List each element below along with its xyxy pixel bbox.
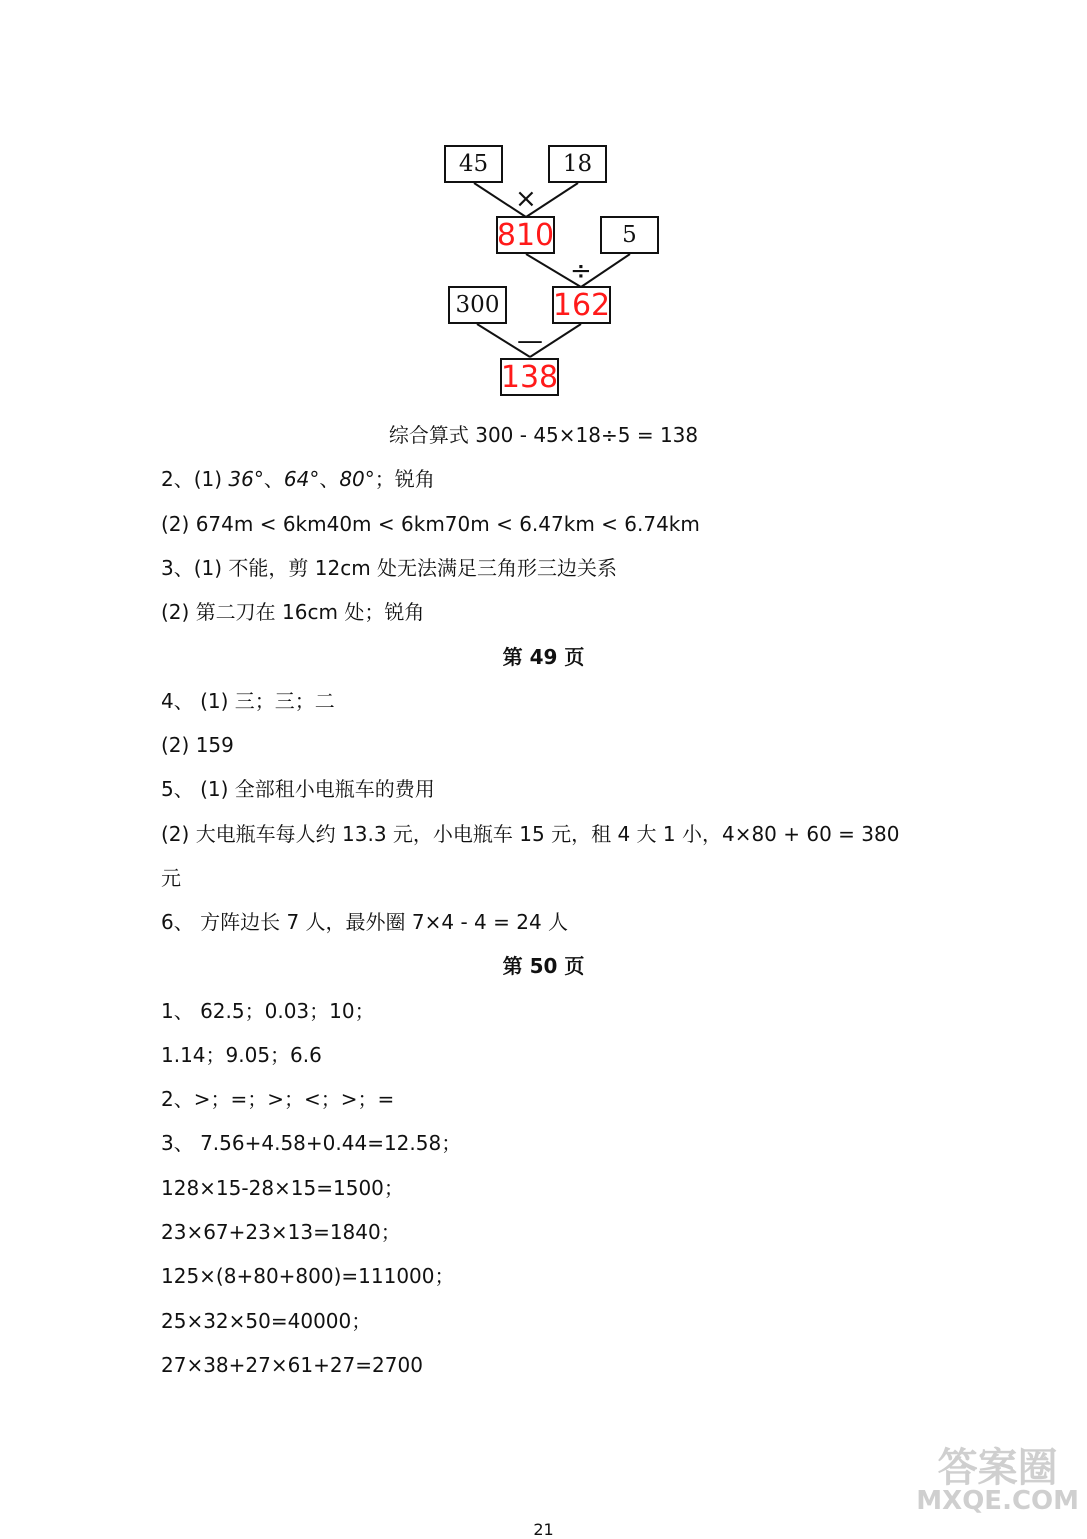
connector-lines	[0, 0, 1087, 420]
operand-box-300: 300	[448, 286, 507, 324]
p50-answer-3d: 125×(8+80+800)=111000；	[161, 1264, 455, 1288]
p50-answer-3e: 25×32×50=40000；	[161, 1309, 372, 1333]
angle-3: 80°	[339, 467, 375, 491]
result-box-138: 138	[500, 359, 559, 395]
answer-4-2: (2) 159	[161, 733, 234, 757]
p50-answer-3b: 128×15-28×15=1500；	[161, 1176, 404, 1200]
result-box-810: 810	[496, 217, 555, 253]
watermark-text: 答案圈	[937, 1445, 1058, 1491]
p50-answer-1a: 1、 62.5；0.03；10；	[161, 999, 375, 1023]
watermark-url: MXQE.COM	[916, 1486, 1079, 1516]
page-heading-49: 第 49 页	[502, 645, 585, 669]
calculation-tree-diagram	[0, 0, 1087, 420]
answer-3-2: (2) 第二刀在 16cm 处；锐角	[161, 600, 425, 624]
p50-answer-3a: 3、 7.56+4.58+0.44=12.58；	[161, 1131, 462, 1155]
multiply-sign: ×	[515, 184, 537, 214]
separator: 、	[263, 467, 284, 491]
operand-box-45: 45	[444, 145, 503, 183]
operand-box-18: 18	[548, 145, 607, 183]
divide-sign: ÷	[570, 256, 592, 286]
p50-answer-3c: 23×67+23×13=1840；	[161, 1220, 401, 1244]
answer-2-2: (2) 674m < 6km40m < 6km70m < 6.47km < 6.74km	[161, 512, 700, 536]
angle-1: 36°	[228, 467, 264, 491]
answer-6: 6、 方阵边长 7 人，最外圈 7×4 - 4 = 24 人	[161, 910, 569, 934]
answer-2-1	[161, 467, 435, 491]
subtract-sign: —	[517, 326, 543, 356]
combined-formula: 综合算式 300 - 45×18÷5 = 138	[388, 423, 699, 447]
page-heading-50: 第 50 页	[502, 954, 585, 978]
result-box-162: 162	[552, 287, 611, 323]
answer-5-2: (2) 大电瓶车每人约 13.3 元，小电瓶车 15 元，租 4 大 1 小，4×80 + 60 = 380	[161, 822, 900, 846]
p50-answer-2: 2、>；=；>；<；>；=	[161, 1087, 395, 1111]
p50-answer-3f: 27×38+27×61+27=2700	[161, 1353, 423, 1377]
p50-answer-1b: 1.14；9.05；6.6	[161, 1043, 322, 1067]
answer-5-2-continued: 元	[161, 866, 181, 890]
answer-5-1: 5、 (1) 全部租小电瓶车的费用	[161, 777, 435, 801]
answer-2-1-suffix: ；锐角	[374, 467, 435, 491]
answer-4-1: 4、 (1) 三；三；二	[161, 689, 335, 713]
answer-2-1-prefix: 2、(1)	[161, 467, 229, 491]
watermark-logo	[916, 1445, 1079, 1516]
operand-box-5: 5	[600, 216, 659, 254]
angle-2: 64°	[283, 467, 320, 491]
answer-3-1: 3、(1) 不能，剪 12cm 处无法满足三角形三边关系	[161, 556, 618, 580]
separator: 、	[319, 467, 340, 491]
page-number: 21	[533, 1520, 554, 1539]
